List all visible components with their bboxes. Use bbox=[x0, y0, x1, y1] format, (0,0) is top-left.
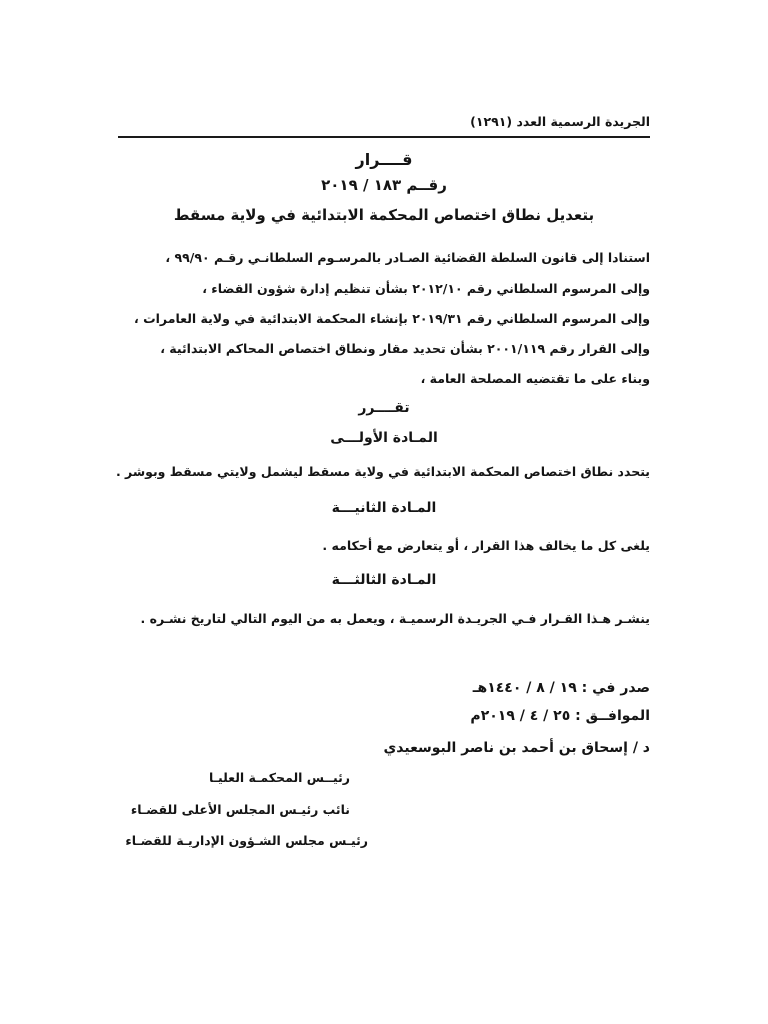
signatory-role: رئيـس مجلس الشـؤون الإداريـة للقضـاء bbox=[125, 833, 368, 848]
signatory-name: د / إسحاق بن أحمد بن ناصر البوسعيدي bbox=[383, 740, 650, 756]
decision-subject: بتعديل نطاق اختصاص المحكمة الابتدائية في ولاية مسقط bbox=[173, 206, 595, 224]
article-3-text: ينشـر هـذا القـرار فـي الجريـدة الرسميـة ، ويعمل به من اليوم التالي لتاريخ نشـره . bbox=[140, 611, 650, 626]
decision-number: رقــم ١٨٣ / ٢٠١٩ bbox=[321, 176, 447, 194]
signatory-role: رئيــس المحكمـة العليـا bbox=[209, 770, 350, 785]
preamble-line: وإلى المرسوم السلطاني رقم ٢٠١٢/١٠ بشأن تنظيم إدارة شؤون القضاء ، bbox=[202, 281, 650, 296]
preamble-line: وإلى المرسوم السلطاني رقم ٢٠١٩/٣١ بإنشاء المحكمة الابتدائية في ولاية العامرات ، bbox=[133, 311, 650, 326]
gazette-header: الجريدة الرسمية العدد (١٢٩١) bbox=[470, 114, 650, 129]
decides-heading: تقــــرر bbox=[358, 400, 410, 416]
article-1-text: يتحدد نطاق اختصاص المحكمة الابتدائية في ولاية مسقط ليشمل ولايتي مسقط وبوشر . bbox=[115, 464, 650, 479]
header-divider bbox=[118, 136, 650, 138]
signatory-role: نائب رئيـس المجلس الأعلى للقضـاء bbox=[130, 802, 350, 817]
corresponding-date: الموافــق : ٢٥ / ٤ / ٢٠١٩م bbox=[470, 708, 650, 724]
article-2-title: المـادة الثانيـــة bbox=[331, 500, 437, 516]
preamble-line: استنادا إلى قانون السلطة القضائية الصـادر بالمرسـوم السلطانـي رقـم ٩٩/٩٠ ، bbox=[165, 250, 650, 265]
decision-title: قــــرار bbox=[355, 150, 413, 169]
preamble-line: وبناء على ما تقتضيه المصلحة العامة ، bbox=[420, 371, 650, 386]
issue-date: صدر في : ١٩ / ٨ / ١٤٤٠هـ bbox=[472, 680, 650, 696]
article-3-title: المـادة الثالثـــة bbox=[331, 572, 437, 588]
article-1-title: المـادة الأولـــى bbox=[330, 430, 438, 446]
preamble-line: وإلى القرار رقم ٢٠٠١/١١٩ بشأن تحديد مقار ونطاق اختصاص المحاكم الابتدائية ، bbox=[160, 341, 650, 356]
article-2-text: يلغى كل ما يخالف هذا القرار ، أو يتعارض مع أحكامه . bbox=[322, 538, 650, 553]
